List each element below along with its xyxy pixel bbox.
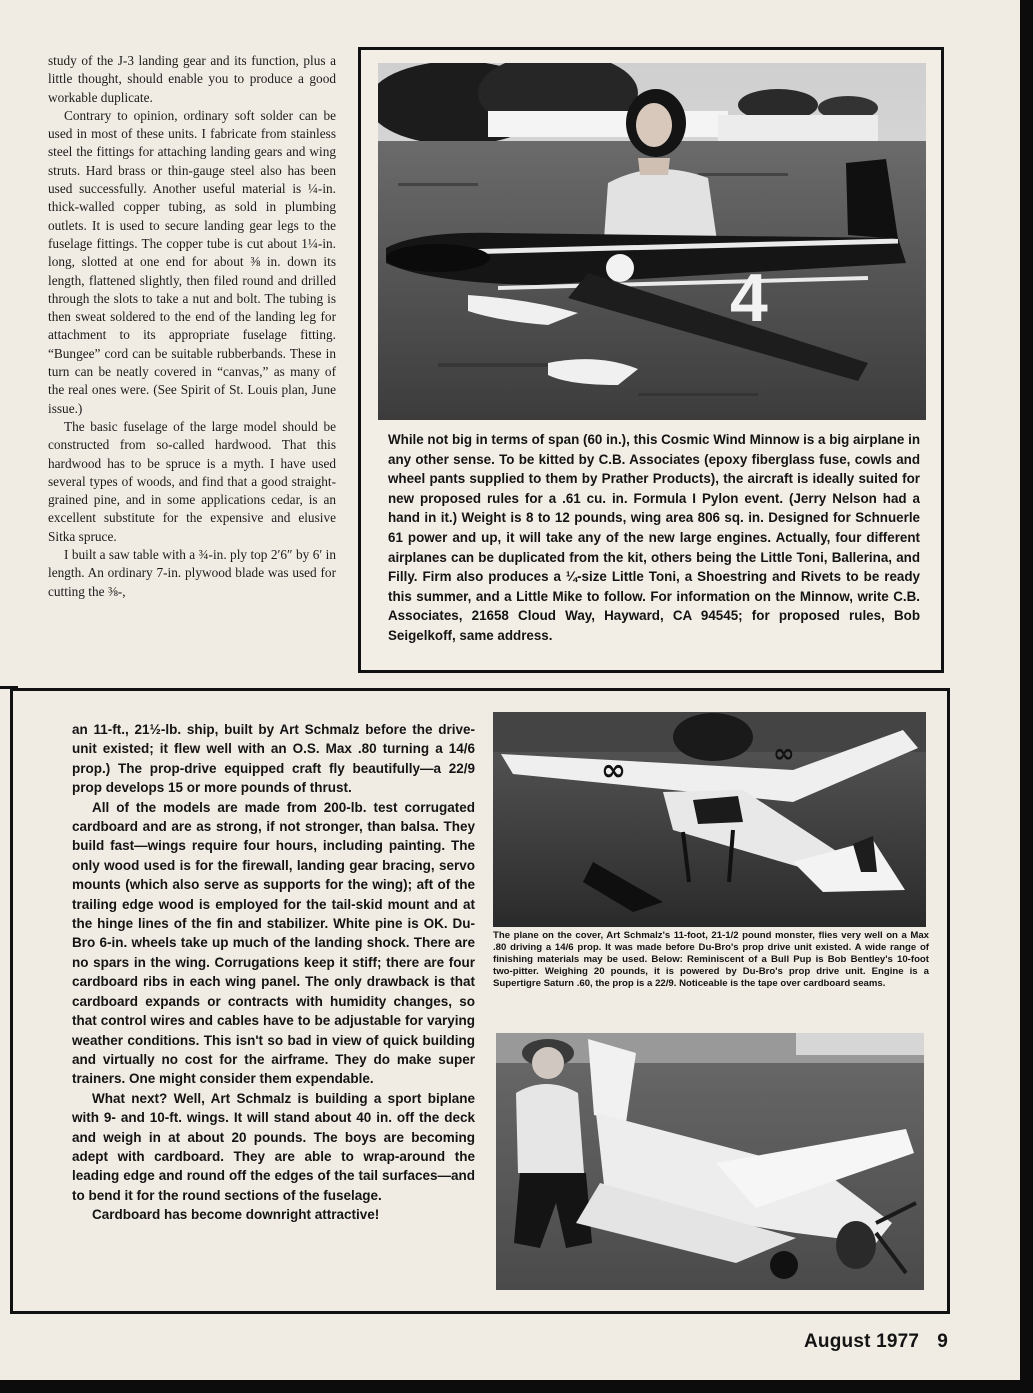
page-footer	[804, 1331, 948, 1353]
bottom-text-column	[72, 720, 475, 1225]
top-left-text-column	[48, 52, 336, 601]
top-photo-caption: While not big in terms of span (60 in.), this Cosmic Wind Minnow is a big airplane in any other sense. To be kitted by C.B. Associates (epoxy fiberglass fuse, cowls and wheel pants supplied to them by Prather Products), the aircraft is ideally suited for new proposed rules for a .61 cu. in. Formula I Pylon event. (Jerry Nelson had a hand in it.) Weight is 8 to 12 pounds, wing area 806 sq. in. Designed for Schnuerle 61 power and up, it will take any of the new large engines. Actually, four different airplanes can be duplicated from the kit, others being the Little Toni, Ballerina, and Filly. Firm also produces a ¼-size Little Toni, a Shoestring and Rivets to be ready this summer, and a Little Mike to follow. For information on the Minnow, write C.B. Associates, 21658 Cloud Way, Hayward, CA 94545; for proposed rules, Bob Seigelkoff, same address.	[388, 432, 920, 643]
issue-date: August 1977	[804, 1331, 920, 1352]
wing-marking: ∞	[601, 753, 626, 788]
wing-marking: ∞	[773, 739, 795, 769]
paragraph: The basic fuselage of the large model should be constructed from so-called hardwood. That this hardwood has to be spruce is a myth. I have used several types of woods, and find that a good straight-grained pine, and in some applications cedar, is an excellent substitute for the expensive and elusive Sitka spruce.	[48, 418, 336, 544]
paragraph: Contrary to opinion, ordinary soft solder can be used in most of these units. I fabricate from stainless steel the fittings for attaching landing gears and wing struts. Hard brass or thin-gauge steel also has been used successfully. Another useful material is ¼-in. thick-walled copper tubing, as sold in plumbing outlets. It is used to secure landing gear legs to the fuselage fittings. The copper tube is cut about 1¼-in. long, slotted at one end for about ⅜ in. down its length, flattened slightly, then filed round and drilled through the slots to take a nut and bolt. The tubing is then sweat soldered to the end of the landing leg for attachment to its appropriate fuselage fitting. “Bungee” cord can be suitable rubberbands. These in turn can be neatly covered in “canvas,” as many of the real ones were. (See Spirit of St. Louis plan, June issue.)	[48, 107, 336, 416]
paragraph: What next? Well, Art Schmalz is building a sport biplane with 9- and 10-ft. wings. It will stand about 40 in. off the deck and weigh in at about 20 pounds. The boys are becoming adept with cardboard. They are able to wrap-around the leading edge and round off the edges of the tail surfaces—and to bend it for the round sections of the fuselage.	[72, 1090, 475, 1203]
paragraph: Cardboard has become downright attractive!	[92, 1207, 380, 1223]
race-number: 4	[730, 260, 768, 336]
bull-pup-photo	[496, 1033, 924, 1290]
paragraph: I built a saw table with a ¾-in. ply top 2′6″ by 6′ in length. An ordinary 7-in. plywood blade was used for cutting the ⅜-,	[48, 547, 336, 599]
paragraph: study of the J-3 landing gear and its function, plus a little thought, should enable you to produce a good workable duplicate.	[48, 53, 336, 105]
cosmic-wind-minnow-photo	[378, 63, 926, 420]
page-number: 9	[937, 1331, 948, 1352]
paragraph: an 11-ft., 21½-lb. ship, built by Art Schmalz before the drive-unit existed; it flew well with an O.S. Max .80 turning a 14/6 prop.) The prop-drive equipped craft fly beautifully—a 22/9 prop develops 15 or more pounds of thrust.	[72, 722, 475, 796]
scan-edge-bottom	[0, 1380, 1033, 1393]
scan-edge-right	[1020, 0, 1033, 1393]
paragraph: All of the models are made from 200-lb. test corrugated cardboard and are as strong, if not stronger, than balsa. They build fast—wings require four hours, including painting. The only wood used is for the firewall, landing gear bracing, servo mounts (which also serve as supports for the wing); aft of the trailing edge wood is employed for the tail-skid mount and at the hinge lines of the fin and stabilizer. White pine is OK. Du-Bro 6-in. wheels take up much of the landing shock. There are no spars in the wing. Corrugations keep it stiff; there are four cardboard ribs in each wing panel. The only drawback is that cardboard expands or contracts with humidity changes, so that control wires and cables have to be adjustable for varying weather conditions. This isn't so bad in view of quick building and virtually no cost for the airframe. They do make super trainers. One might consider them expendable.	[72, 799, 475, 1087]
bottom-photos-caption: The plane on the cover, Art Schmalz's 11-foot, 21-1/2 pound monster, flies very well on a Max .80 driving a 14/6 prop. It was made before Du-Bro's prop drive unit existed. A wide range of finishing materials may be used. Below: Reminiscent of a Bull Pup is Bob Bentley's 10-foot two-pitter. Weighing 20 pounds, it is powered by Du-Bro's prop drive unit. Engine is a Supertigre Saturn .60, the prop is a 22/9. Noticeable is the tape over cardboard seams.	[493, 930, 929, 990]
cardboard-monster-photo	[493, 712, 926, 927]
